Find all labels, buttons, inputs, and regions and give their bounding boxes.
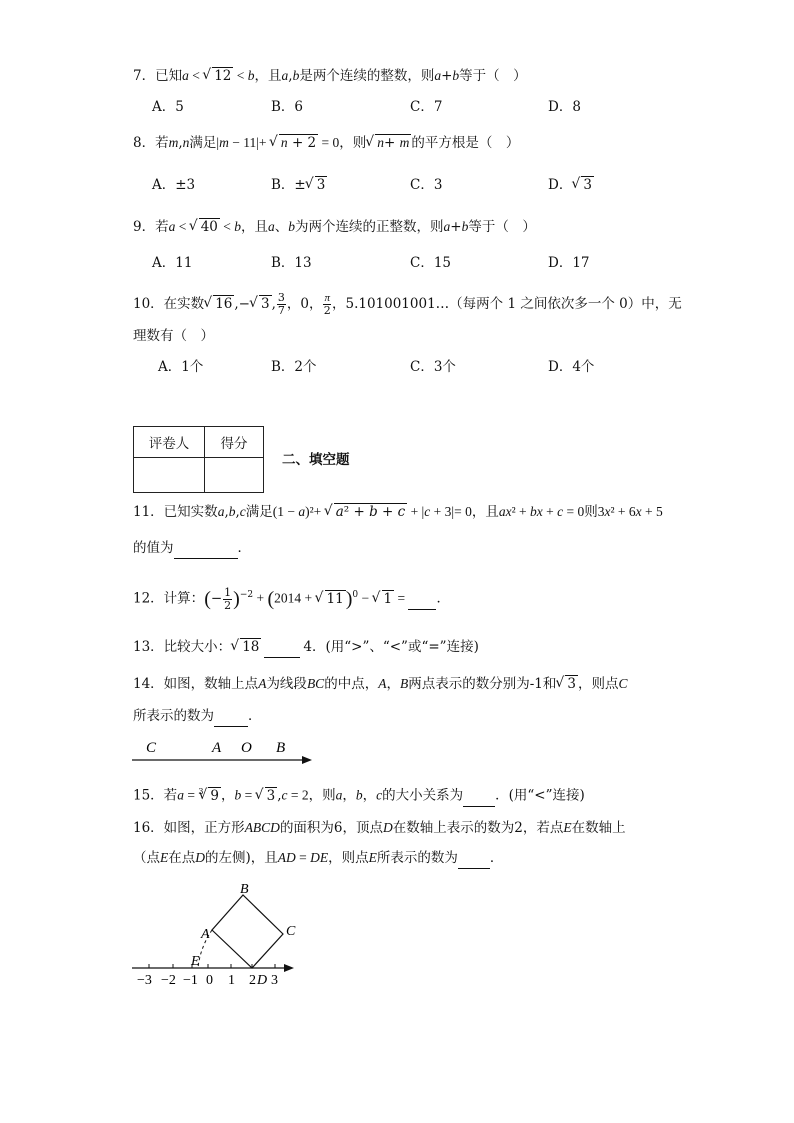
arrow-icon (302, 756, 312, 764)
question-13: 13．比较大小：√ 18 4．(用“>”、“<”或“=”连接) (133, 637, 479, 658)
q8-option-c[interactable]: C．3 (410, 177, 443, 193)
q7-option-d[interactable]: D．8 (548, 99, 581, 115)
q10-option-c[interactable]: C．3个 (410, 359, 456, 375)
tick-label-0: 0 (206, 973, 213, 988)
q8-option-a[interactable]: A．±3 (152, 177, 196, 193)
q16-answer-blank[interactable] (458, 848, 490, 869)
score-table-grader-header: 评卷人 (134, 427, 205, 458)
point-b-label: B (240, 882, 249, 897)
q16-square-figure (128, 880, 308, 992)
q11-answer-blank[interactable] (174, 538, 238, 559)
q15-answer-blank[interactable] (463, 786, 495, 807)
point-d-label: D (257, 973, 268, 988)
question-14: 14．如图，数轴上点A为线段BC的中点，A，B两点表示的数分别为-1和√ 3 ，则点C (133, 674, 627, 694)
arrow-icon (284, 964, 294, 972)
q9-option-d[interactable]: D．17 (548, 255, 590, 271)
score-table (133, 426, 264, 493)
q10-option-d[interactable]: D．4个 (548, 359, 595, 375)
question-16: 16．如图，正方形ABCD的面积为6，顶点D在数轴上表示的数为2，若点E在数轴上 (133, 820, 626, 836)
point-c-label: C (286, 924, 296, 939)
question-7: 7．已知a < √ 12 < b，且a,b是两个连续的整数，则a+b等于（ ） (133, 66, 527, 86)
tick-label-3: 3 (271, 973, 278, 988)
tick-label-neg1: −1 (183, 973, 198, 988)
q7-option-c[interactable]: C．7 (410, 99, 443, 115)
q12-answer-blank[interactable] (408, 589, 436, 610)
question-15: 15．若a = $^3$√ 9 ，b = √ 3 ,c = 2，则a，b，c的大小关系为 ．(用“<”连接) (133, 782, 585, 807)
tick-label-2: 2 (249, 973, 256, 988)
q10-option-a[interactable]: A．1个 (158, 359, 204, 375)
point-a-label: A (212, 740, 222, 756)
q13-answer-blank[interactable] (264, 637, 300, 658)
tick-label-1: 1 (228, 973, 235, 988)
tick-label-neg2: −2 (161, 973, 176, 988)
q8-option-d[interactable]: D．√ 3 (548, 175, 594, 195)
question-12: 12．计算：(− $\frac{1}{2}$ )$^{-2}$ + (2014 + √ 11 )$^0$ − √ 1 = ． (133, 585, 450, 612)
point-c-label: C (146, 740, 157, 756)
square-abcd (212, 895, 283, 968)
score-table-score-header: 得分 (205, 427, 264, 458)
question-11: 11．已知实数a,b,c满足(1 − a)²+ √ a² + b + c + |c + 3|= 0，且ax² + bx + c = 0则3x² + 6x + 5 (133, 502, 663, 522)
score-table-grader-cell[interactable] (134, 458, 205, 493)
tick-label-neg3: −3 (137, 973, 152, 988)
question-8: 8．若m,n满足|m − 11|+ √ n + 2 = 0，则√ n+ m 的平方根是（ ） (133, 133, 519, 153)
score-table-score-cell[interactable] (205, 458, 264, 493)
question-9: 9．若a < √ 40 < b，且a、b为两个连续的正整数，则a+b等于（ ） (133, 217, 536, 237)
q14-number-line (128, 734, 318, 768)
question-16-line2: （点E在点D的左侧)，且AD = DE，则点E所表示的数为 ． (133, 848, 503, 869)
question-10-line2: 理数有（ ） (133, 328, 214, 344)
point-e-label: E (191, 954, 200, 969)
point-o-label: O (241, 740, 252, 756)
point-b-label: B (276, 740, 286, 756)
question-10: 10．在实数√ 16 ,−√ 3 , $\frac{3}{7}$ ，0， $\frac{\pi}{2}$ ，5.101001001…（每两个 1 之间依次多一个 0）中，无 (133, 292, 682, 317)
q9-option-a[interactable]: A．11 (152, 255, 193, 271)
q14-answer-blank[interactable] (214, 706, 248, 727)
question-11-line2: 的值为 ． (133, 538, 251, 559)
question-14-line2: 所表示的数为 ． (133, 706, 262, 727)
q7-option-a[interactable]: A．5 (152, 99, 184, 115)
section-2-title: 二、填空题 (282, 452, 350, 468)
q9-option-b[interactable]: B．13 (271, 255, 312, 271)
point-a-label: A (201, 927, 210, 942)
q10-option-b[interactable]: B．2个 (271, 359, 317, 375)
q9-option-c[interactable]: C．15 (410, 255, 452, 271)
q7-option-b[interactable]: B．6 (271, 99, 304, 115)
q8-option-b[interactable]: B．±√ 3 (271, 175, 327, 195)
